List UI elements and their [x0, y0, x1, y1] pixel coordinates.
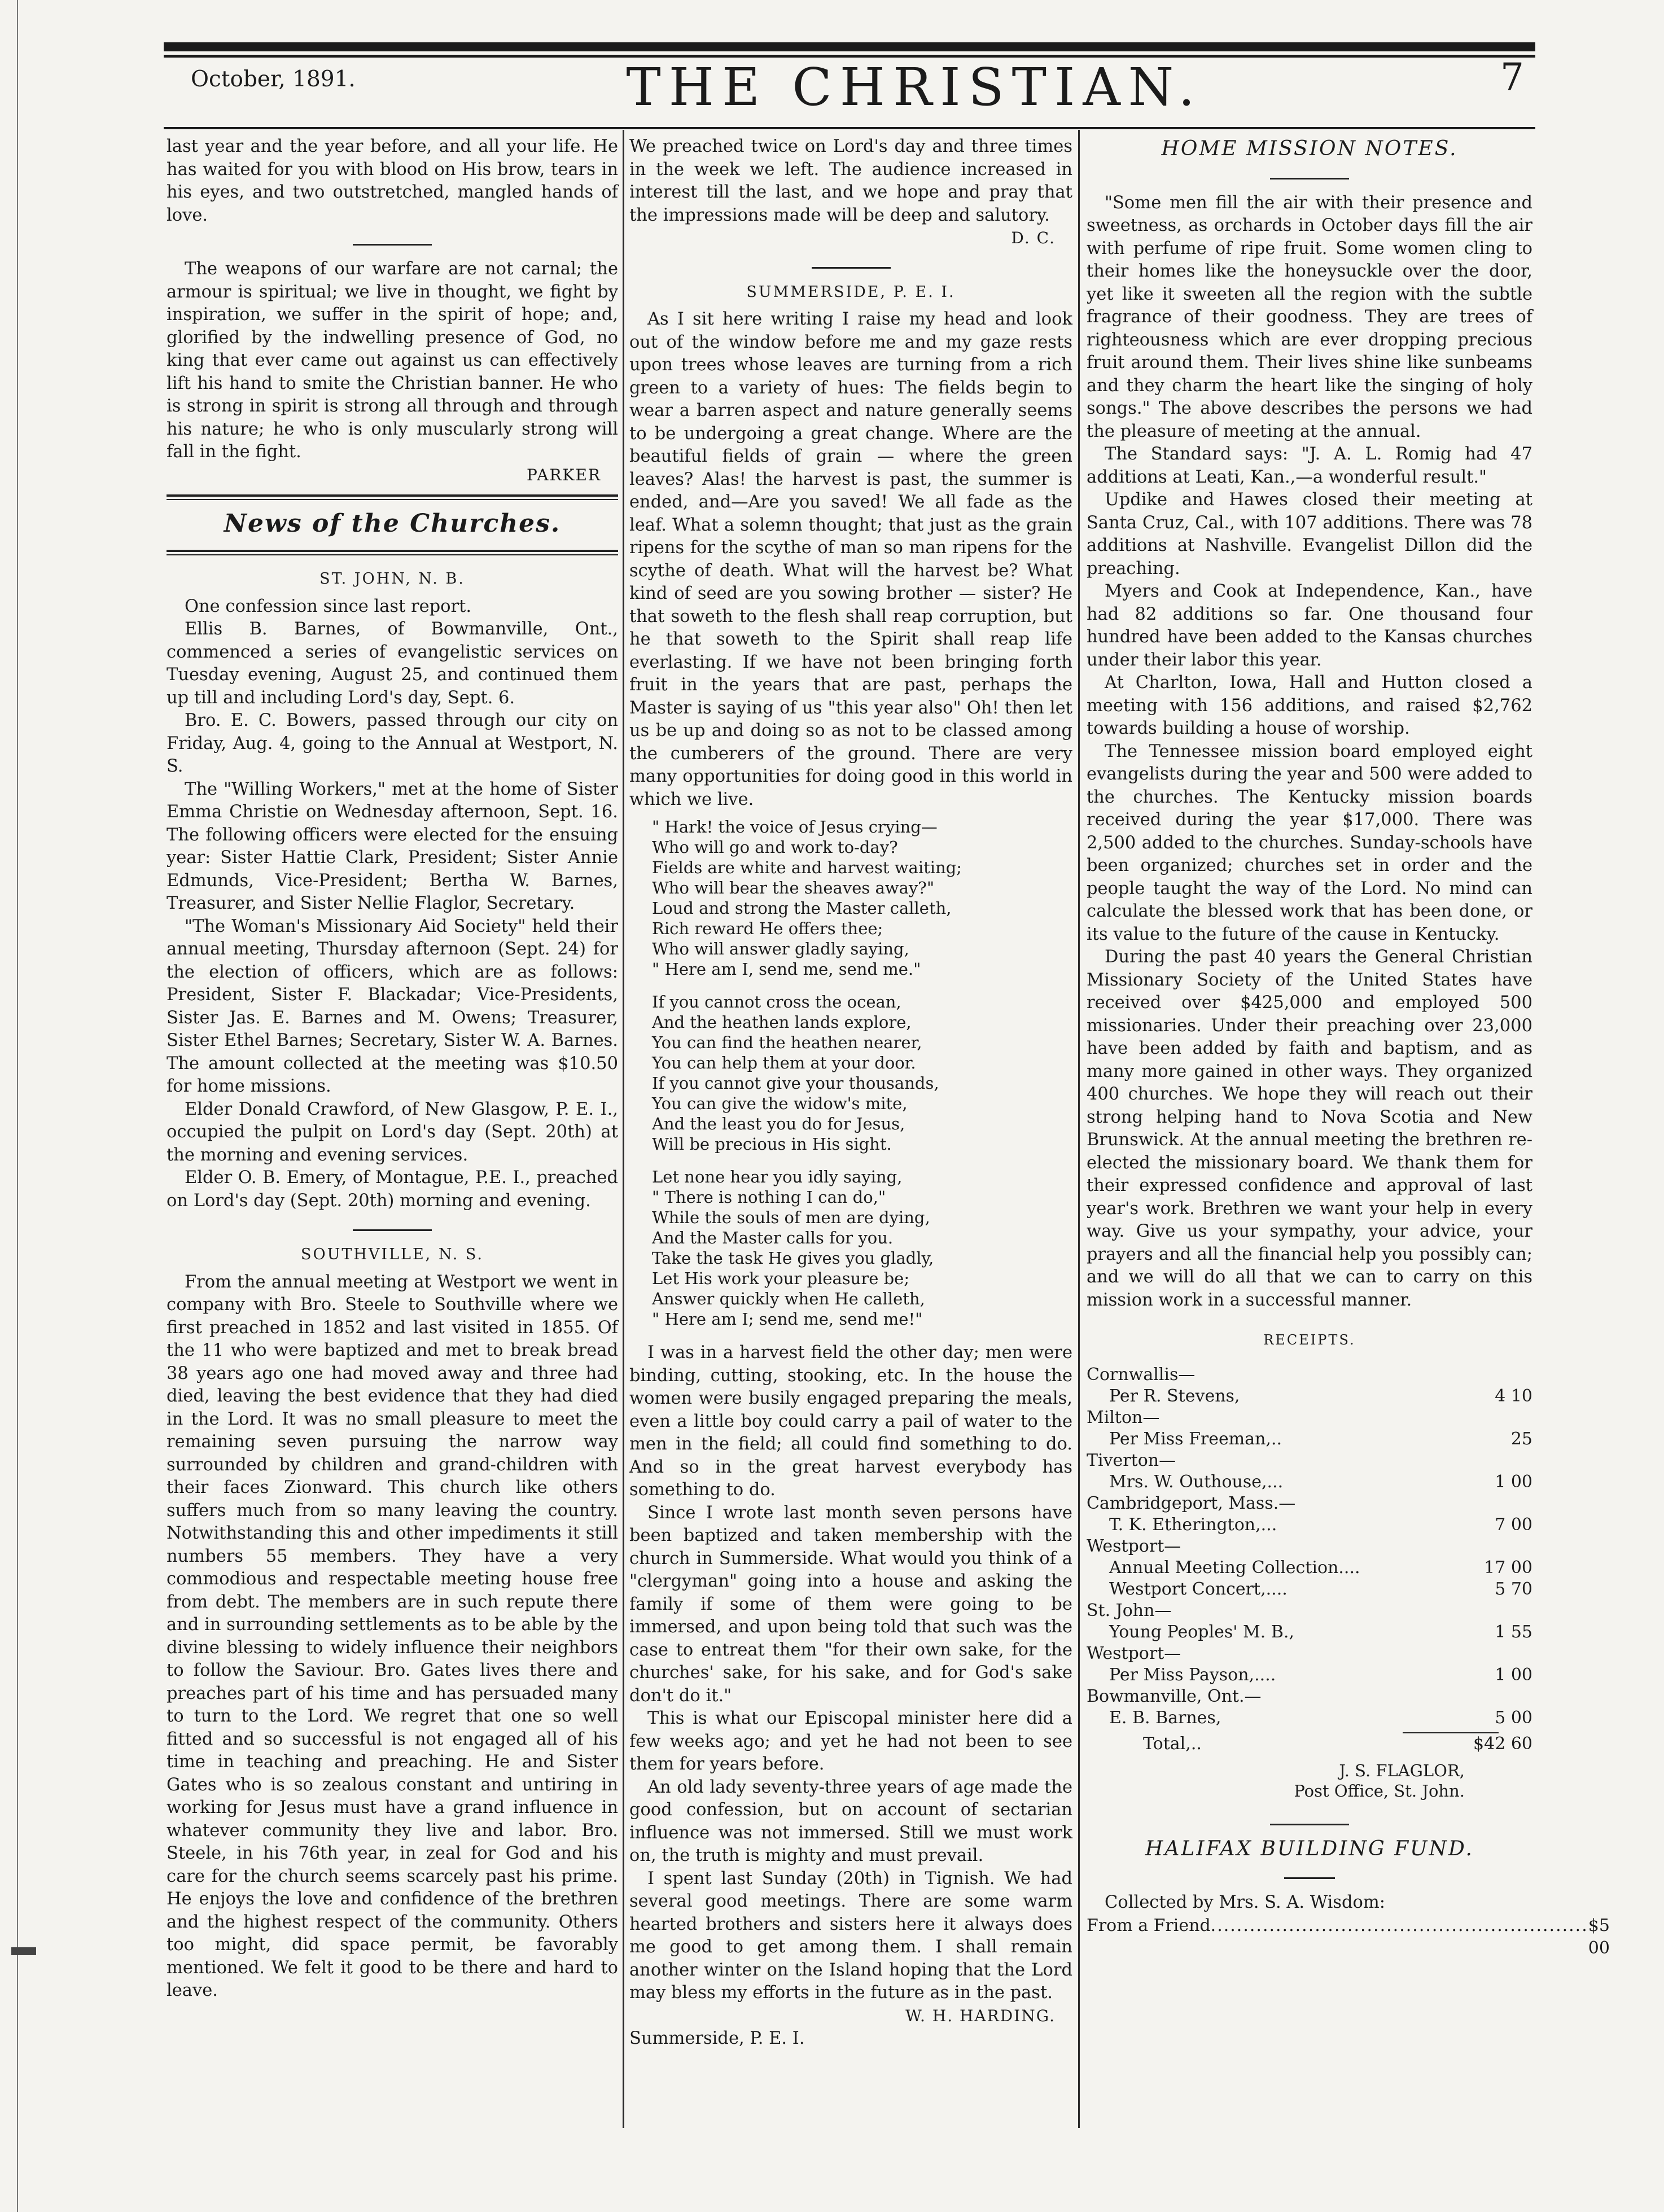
column-divider — [623, 130, 624, 2128]
poem-line: Take the task He gives you gladly, — [652, 1249, 934, 1268]
receipt-place: St. John— — [1087, 1600, 1172, 1620]
total-amount: $42 60 — [1473, 1733, 1532, 1754]
poem-line: Who will bear the sheaves away?" — [652, 878, 935, 897]
paragraph: Collected by Mrs. S. A. Wisdom: — [1105, 1893, 1386, 1912]
receipt-amount: 4 10 — [1495, 1386, 1532, 1406]
receipt-label: Westport Concert,.... — [1109, 1579, 1288, 1599]
receipt-row — [1087, 1707, 1532, 1729]
receipt-amount: 25 — [1510, 1429, 1532, 1449]
dateline: Summerside, P. E. I. — [629, 2029, 805, 2048]
receipt-place: Cornwallis— — [1087, 1364, 1196, 1385]
receipt-place: Tiverton— — [1087, 1450, 1176, 1470]
receipt-label: Young Peoples' M. B., — [1109, 1622, 1294, 1642]
poem-stanza — [652, 1167, 1072, 1329]
paragraph: During the past 40 years the General Christian Missionary Society of the United States have received over $425,000 and employed 500 missionaries. Under their preaching over 23,000 have been added by faith and baptism, and as many more gained in other ways. They organized 400 churches. We hope they will reach out their strong helping hand to Nova Scotia and New Brunswick. At the annual meeting the brethren re-elected the missionary board. We thank them for their expressed confidence and approval of last year's work. Brethren we want your help in every way. Give us your sympathy, your advice, your prayers and all the financial help you possibly can; and we will do all that we can to carry on this mission work in a successful manner. — [1087, 947, 1532, 1310]
receipt-place: Cambridgeport, Mass.— — [1087, 1493, 1296, 1513]
receipt-row — [1087, 1665, 1532, 1686]
receipt-row — [1087, 1557, 1532, 1579]
poem-line: " There is nothing I can do," — [652, 1188, 886, 1207]
paragraph: As I sit here writing I raise my head and look out of the window before me and my gaze rests upon trees whose leaves are turning from a rich green to a variety of hues: The fields begin to wear a barren aspect and nature generally seems to be undergoing a great change. Where are the beautiful fields of grain — where the green leaves? Alas! the harvest is past, the summer is ended, and—Are you saved! We all fade as the leaf. What a solemn thought; that just as the grain ripens for the scythe of man so man ripens for the scythe of death. What will the harvest be? What kind of seed are you sowing brother — sister? He that soweth to the flesh shall reap corruption, but he that soweth to the Spirit shall reap life everlasting. If we have not been bringing forth fruit in the years that are past, perhaps the Master is saying of us "this year also" Oh! then let us be up and doing so as not to be classed among the cumberers of the ground. There are very many opportunities for doing good in this world in which we live. — [629, 309, 1072, 809]
receipt-label: Annual Meeting Collection.... — [1109, 1557, 1360, 1578]
receipts-heading: RECEIPTS. — [1263, 1332, 1356, 1348]
paragraph: The Standard says: "J. A. L. Romig had 47 additions at Leati, Kan.,—a wonderful result." — [1087, 444, 1532, 487]
paragraph: Myers and Cook at Independence, Kan., have had 82 additions so far. One thousand four hundred have been added to the Kansas churches under their labor this year. — [1087, 581, 1532, 670]
double-rule — [167, 550, 618, 555]
paragraph: The Tennessee mission board employed eight evangelists during the year and 500 were added to the churches. The Kentucky mission boards received during the year $17,000. There was 2,500 added to the churches. Sunday-schools have been organized; churches set in order and the people taught the way of the Lord. No mind can calculate the blessed work that has been done, or its value to the future of the cause in Kentucky. — [1087, 741, 1532, 944]
section-title: HALIFAX BUILDING FUND. — [1145, 1837, 1474, 1860]
receipt-amount: 5 00 — [1495, 1707, 1532, 1728]
poem-line: If you cannot give your thousands, — [652, 1074, 939, 1093]
paragraph: This is what our Episcopal minister here did a few weeks ago; and yet he had not been to see them for years before. — [629, 1709, 1072, 1774]
receipt-label: Per R. Stevens, — [1109, 1386, 1240, 1406]
signature: W. H. HARDING. — [905, 2006, 1056, 2025]
signature: PARKER — [526, 465, 601, 484]
paragraph: One confession since last report. — [185, 596, 472, 616]
receipt-label: T. K. Etherington,... — [1109, 1514, 1277, 1535]
receipt-row — [1087, 1386, 1532, 1407]
receipt-label: E. B. Barnes, — [1109, 1707, 1221, 1728]
poem-stanza — [652, 992, 1072, 1154]
paragraph: I was in a harvest field the other day; men were binding, cutting, stooking, etc. In the house the women were busily engaged preparing the meals, even a little boy could carry a pail of water to the men in the field; all could find something to do. And so in the great harvest everybody has something to do. — [629, 1343, 1072, 1500]
paragraph: last year and the year before, and all your life. He has waited for you with blood on His brow, tears in his eyes, and two outstretched, mangled hands of love. — [167, 137, 618, 225]
receipt-place: Bowmanville, Ont.— — [1087, 1686, 1262, 1706]
masthead-bottom-rule — [164, 127, 1535, 129]
separator-rule — [1270, 1824, 1349, 1825]
treasurer-name: J. S. FLAGLOR, — [1339, 1760, 1465, 1780]
paragraph: The weapons of our warfare are not carnal; the armour is spiritual; we live in thought, we fight by inspiration, we suffer in the spirit of hope; and, glorified by the indwelling presence of God, no king that ever came out against us can effectively lift his hand to smite the Christian banner. He who is strong in spirit is strong all through and through his nature; he who is only muscularly strong will fall in the fight. — [167, 259, 618, 462]
issue-date: October, 1891. — [191, 67, 356, 92]
treasurer-signature — [1087, 1760, 1532, 1801]
paragraph: I spent last Sunday (20th) in Tignish. We had several good meetings. There are some warm hearted brothers and sisters here it always does me good to get among them. I shall remain another winter on the Island hoping that the Lord may bless my efforts in the future as in the past. — [629, 1868, 1072, 2003]
paragraph: "Some men fill the air with their presence and sweetness, as orchards in October days fill the air with perfume of ripe fruit. Some women cling to their homes like the honeysuckle over the door, yet like it sweeten all the region with the subtle fragrance of their goodness. They are trees of righteousness which are ever dropping precious fruit around them. Their lives shine like sunbeams and they charm the heart like the singing of holy songs." The above describes the persons we had the pleasure of meeting at the annual. — [1087, 192, 1532, 441]
poem-line: Will be precious in His sight. — [652, 1135, 892, 1154]
paragraph: An old lady seventy-three years of age made the good confession, but on account of sectarian influence was not immersed. Still we must work on, the truth is mighty and must prevail. — [629, 1777, 1072, 1865]
poem-line: Who will go and work to-day? — [652, 838, 898, 857]
poem-line: Let none hear you idly saying, — [652, 1167, 903, 1186]
receipt-amount: 5 70 — [1495, 1579, 1532, 1599]
separator-rule — [353, 244, 432, 246]
receipt-label: Mrs. W. Outhouse,... — [1109, 1471, 1284, 1492]
separator-rule — [1270, 178, 1349, 179]
fund-leader: .......................................................... — [1210, 1915, 1588, 1935]
separator-rule — [812, 267, 891, 269]
poem-line: Who will answer gladly saying, — [652, 939, 909, 958]
masthead-top-rule — [164, 42, 1535, 51]
column-left — [167, 135, 618, 2122]
receipt-row — [1087, 1471, 1532, 1493]
double-rule — [167, 494, 618, 500]
poem-line: " Here am I; send me, send me!" — [652, 1309, 923, 1329]
receipt-amount: 7 00 — [1495, 1514, 1532, 1535]
treasurer-address: Post Office, St. John. — [1294, 1781, 1465, 1801]
paragraph: From the annual meeting at Westport we went in company with Bro. Steele to Southville where we first preached in 1852 and last visited in 1855. Of the 11 who were baptized and met to break bread 38 years ago one had moved away and three had died, leaving the best evidence that they had died in the Lord. It was no small pleasure to meet the remaining seven pursuing the narrow way surrounded by children and grand-children with their faces Zionward. This church like others suffers much from so many leaving the country. Notwithstanding this and other impediments it still numbers 55 members. They have a very commodious and respectable meeting house free from debt. The members are in such repute there and in surrounding settlements as to be able by the divine blessing to widely influence their neighbors to follow the Saviour. Bro. Gates lives there and preaches part of his time and has persuaded many to turn to the Lord. We regret that one so well fitted and so successful is not engaged all of his time in teaching and preaching. He and Sister Gates who is so zealous constant and untiring in working for Jesus must have a grand influence in whatever community they live and labor. Bro. Steele, in his 76th year, in zeal for God and his care for the church seems scarcely past his prime. He enjoys the love and confidence of the brethren and the highest respect of the community. Others too might, did space permit, be favorably mentioned. We felt it good to be there and hard to leave. — [167, 1272, 618, 2000]
paragraph: We preached twice on Lord's day and three times in the week we left. The audience increased in interest till the last, and we hope and pray that the impressions made will be deep and salutory. — [629, 137, 1072, 225]
column-right — [1087, 135, 1610, 2122]
column-divider — [1078, 130, 1080, 2128]
poem-line: Answer quickly when He calleth, — [652, 1289, 925, 1308]
poem-line: If you cannot cross the ocean, — [652, 992, 901, 1011]
newspaper-title: THE CHRISTIAN. — [626, 57, 1203, 117]
poem-line: You can give the widow's mite, — [652, 1094, 908, 1113]
paragraph: Bro. E. C. Bowers, passed through our city on Friday, Aug. 4, going to the Annual at Westport, N. S. — [167, 711, 618, 776]
receipt-row — [1087, 1514, 1532, 1536]
poem-line: " Hark! the voice of Jesus crying— — [652, 817, 938, 836]
receipt-row — [1087, 1429, 1532, 1450]
place-heading: SOUTHVILLE, N. S. — [300, 1246, 484, 1263]
poem-line: Fields are white and harvest waiting; — [652, 858, 962, 877]
paragraph: Updike and Hawes closed their meeting at Santa Cruz, Cal., with 107 additions. There was 78 additions at Nashville. Evangelist Dillon did the preaching. — [1087, 490, 1532, 579]
fund-row — [1087, 1915, 1610, 1960]
poem-line: While the souls of men are dying, — [652, 1208, 930, 1227]
scan-margin-mark — [11, 1947, 36, 1955]
paragraph: The "Willing Workers," met at the home of Sister Emma Christie on Wednesday afternoon, Sept. 16. The following officers were elected for the ensuing year: Sister Hattie Clark, President; Sister Annie Edmunds, Vice-President; Bertha W. Barnes, Treasurer, and Sister Nellie Flaglor, Secretary. — [167, 779, 618, 913]
receipts-list — [1087, 1364, 1532, 1755]
section-title: News of the Churches. — [224, 509, 561, 538]
receipt-amount: 1 00 — [1495, 1471, 1532, 1492]
paragraph: Elder O. B. Emery, of Montague, P.E. I., preached on Lord's day (Sept. 20th) morning and evening. — [167, 1168, 618, 1211]
poem-stanza — [652, 817, 1072, 979]
poem-line: And the least you do for Jesus, — [652, 1114, 905, 1133]
signature: D. C. — [1011, 229, 1056, 247]
poem — [652, 817, 1072, 1329]
separator-rule — [353, 1229, 432, 1231]
place-heading: SUMMERSIDE, P. E. I. — [746, 283, 956, 301]
place-heading: ST. JOHN, N. B. — [319, 570, 465, 588]
poem-line: And the Master calls for you. — [652, 1228, 894, 1247]
column-middle — [629, 135, 1072, 2122]
receipt-label: Per Miss Freeman,.. — [1109, 1429, 1282, 1449]
poem-line: You can find the heathen nearer, — [652, 1033, 922, 1052]
poem-line: Loud and strong the Master calleth, — [652, 899, 952, 918]
paragraph: Elder Donald Crawford, of New Glasgow, P. E. I., occupied the pulpit on Lord's day (Sept. 20th) at the morning and evening services. — [167, 1099, 618, 1165]
receipt-place: Milton— — [1087, 1407, 1160, 1427]
poem-line: And the heathen lands explore, — [652, 1013, 912, 1032]
section-title: HOME MISSION NOTES. — [1161, 137, 1458, 160]
poem-line: Let His work your pleasure be; — [652, 1269, 910, 1288]
receipt-label: Per Miss Payson,.... — [1109, 1665, 1276, 1685]
separator-rule — [1284, 1877, 1335, 1879]
receipt-row — [1087, 1622, 1532, 1643]
receipt-total-row — [1087, 1733, 1532, 1755]
paragraph: Ellis B. Barnes, of Bowmanville, Ont., commenced a series of evangelistic services on Tuesday evening, August 25, and continued them up till and including Lord's day, Sept. 6. — [167, 619, 618, 708]
fund-amount: $5 00 — [1588, 1915, 1610, 1958]
receipt-amount: 1 00 — [1495, 1665, 1532, 1685]
paragraph: "The Woman's Missionary Aid Society" held their annual meeting, Thursday afternoon (Sept. 24) for the election of officers, which are as follows: President, Sister F. Blackadar; Vice-Presidents, Sister Jas. E. Barnes and M. Owens; Treasurer, Sister Ethel Barnes; Secretary, Sister W. A. Barnes. The amount collected at the meeting was $10.50 for home missions. — [167, 916, 618, 1096]
page-number: 7 — [1500, 55, 1524, 99]
receipt-amount: 17 00 — [1484, 1557, 1532, 1578]
poem-line: You can help them at your door. — [652, 1053, 916, 1072]
receipt-place: Westport— — [1087, 1536, 1181, 1556]
receipt-place: Westport— — [1087, 1643, 1181, 1663]
fund-label: From a Friend — [1087, 1915, 1211, 1935]
poem-line: Rich reward He offers thee; — [652, 919, 883, 938]
poem-line: " Here am I, send me, send me." — [652, 960, 921, 979]
scan-margin-line — [17, 0, 18, 2212]
receipt-amount: 1 55 — [1495, 1622, 1532, 1642]
paragraph: Since I wrote last month seven persons have been baptized and taken membership with the church in Summerside. What would you think of a "clergyman" going into a house and asking the family if some of them were going to be immersed, and upon being told that such was the case to entreat them "for their own sake, for the churches' sake, for his sake, and for God's sake don't do it." — [629, 1503, 1072, 1706]
receipt-row — [1087, 1579, 1532, 1600]
paragraph: At Charlton, Iowa, Hall and Hutton closed a meeting with 156 additions, and raised $2,762 towards building a house of worship. — [1087, 673, 1532, 738]
total-label: Total,.. — [1143, 1733, 1202, 1754]
